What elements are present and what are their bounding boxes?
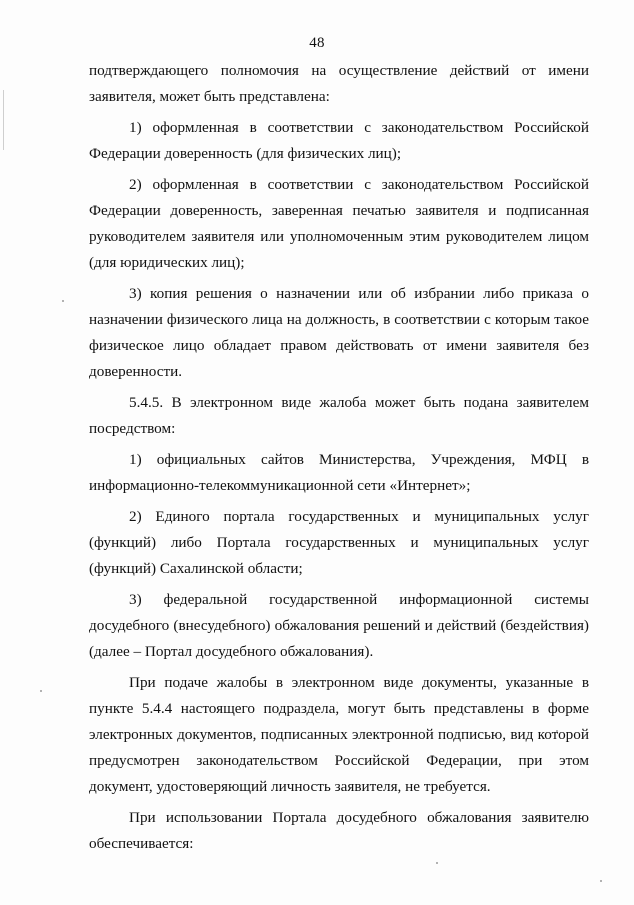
- paragraph-portal-provides: При использовании Портала досудебного обжалования заявителю обеспечивается:: [89, 809, 589, 852]
- scan-speck: [436, 862, 438, 864]
- paragraph-electronic-documents: При подаче жалобы в электронном виде документы, указанные в пункте 5.4.4 настоящего подраздела, могут быть представлены в форме электронных документов, подписанных электронной подписью, вид которой предусмотрен законодательством Российской Федерации, при этом документ, удостоверяющий личность заявителя, не требуется.: [89, 674, 589, 795]
- paragraph-channel-1-websites: 1) официальных сайтов Министерства, Учреждения, МФЦ в информационно-телекоммуникационной сети «Интернет»;: [89, 451, 589, 494]
- paragraph-channel-3-federal-system: 3) федеральной государственной информационной системы досудебного (внесудебного) обжалования решений и действий (бездействия) (далее – Портал досудебного обжалования).: [89, 591, 589, 660]
- scan-edge-mark: [3, 90, 4, 150]
- scan-speck: [600, 880, 602, 882]
- page-number: 48: [309, 35, 325, 51]
- document-body: [89, 58, 589, 857]
- paragraph-continuation: подтверждающего полномочия на осуществление действий от имени заявителя, может быть представлена:: [89, 62, 589, 105]
- paragraph-item-2-legal-entities: 2) оформленная в соответствии с законодательством Российской Федерации доверенность, заверенная печатью заявителя и подписанная руководителем заявителя или уполномоченным этим руководителем лицом (для юридических лиц);: [89, 176, 589, 271]
- paragraph-item-1-individuals: 1) оформленная в соответствии с законодательством Российской Федерации доверенность (для физических лиц);: [89, 119, 589, 162]
- paragraph-item-3-appointment-copy: 3) копия решения о назначении или об избрании либо приказа о назначении физического лица на должность, в соответствии с которым такое физическое лицо обладает правом действовать от имени заявителя без доверенности.: [89, 285, 589, 380]
- scan-speck: [40, 690, 42, 692]
- paragraph-5-4-5: 5.4.5. В электронном виде жалоба может быть подана заявителем посредством:: [89, 394, 589, 437]
- scan-speck: [62, 300, 64, 302]
- paragraph-channel-2-portals: 2) Единого портала государственных и муниципальных услуг (функций) либо Портала государственных и муниципальных услуг (функций) Сахалинской области;: [89, 508, 589, 577]
